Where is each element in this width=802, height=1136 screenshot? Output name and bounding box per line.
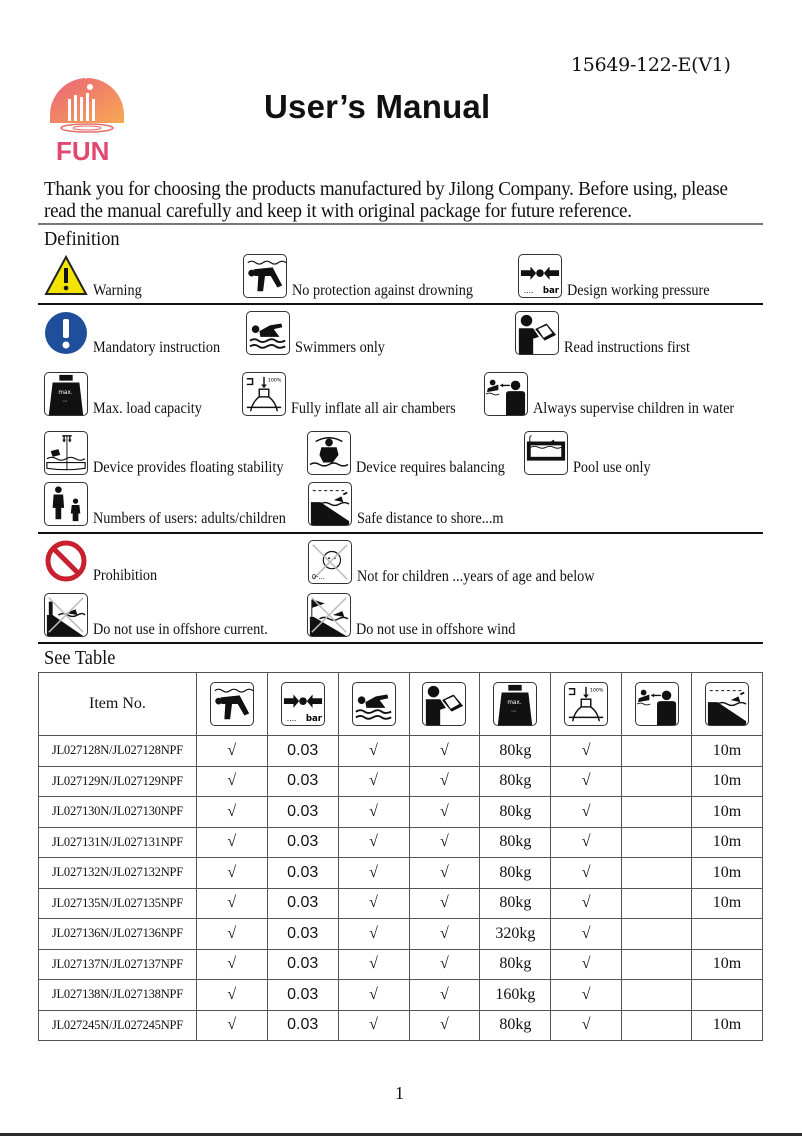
check-cell: √ bbox=[196, 949, 267, 980]
column-header-no-drowning-protection bbox=[196, 673, 267, 736]
shore-distance-cell: 10m bbox=[692, 797, 763, 828]
max-load-cell: 80kg bbox=[480, 1010, 551, 1041]
no-offshore-current-icon bbox=[44, 593, 88, 637]
fully-inflate-icon bbox=[242, 372, 286, 416]
shore-distance-cell: 10m bbox=[692, 888, 763, 919]
max-load-cell: 160kg bbox=[480, 980, 551, 1011]
supervise-cell bbox=[622, 766, 692, 797]
divider bbox=[38, 642, 763, 644]
swimmer-icon bbox=[246, 311, 290, 355]
pressure-cell: 0.03 bbox=[267, 797, 338, 828]
shore-distance-cell: 10m bbox=[692, 858, 763, 889]
check-cell: √ bbox=[409, 827, 480, 858]
table-row bbox=[39, 797, 763, 828]
supervise-cell bbox=[622, 736, 692, 767]
definition-floating-stability: Device provides floating stability bbox=[44, 431, 300, 475]
svg-text:bar: bar bbox=[542, 286, 560, 297]
definition-balancing: Device requires balancing bbox=[307, 431, 518, 475]
svg-text:....: .... bbox=[523, 286, 534, 296]
check-cell: √ bbox=[338, 949, 409, 980]
item-number-cell: JL027128N/JL027128NPF bbox=[39, 736, 197, 767]
svg-text:bar: bar bbox=[305, 714, 322, 725]
shore-distance-cell: 10m bbox=[692, 736, 763, 767]
table-row bbox=[39, 949, 763, 980]
svg-text:....: .... bbox=[286, 714, 297, 724]
check-cell: √ bbox=[551, 766, 622, 797]
column-header-read-instructions bbox=[409, 673, 480, 736]
see-table-heading: See Table bbox=[44, 647, 116, 669]
no-children-age-icon bbox=[308, 540, 352, 584]
definition-mandatory: Mandatory instruction bbox=[44, 311, 231, 355]
table-row bbox=[39, 736, 763, 767]
check-cell: √ bbox=[551, 949, 622, 980]
check-cell: √ bbox=[196, 797, 267, 828]
svg-text:max.: max. bbox=[58, 390, 73, 396]
check-cell: √ bbox=[551, 980, 622, 1011]
check-cell: √ bbox=[338, 797, 409, 828]
pressure-cell: 0.03 bbox=[267, 980, 338, 1011]
check-cell: √ bbox=[338, 980, 409, 1011]
check-cell: √ bbox=[338, 736, 409, 767]
divider bbox=[38, 303, 763, 305]
intro-line-2: read the manual carefully and keep it with original package for future reference. bbox=[44, 200, 632, 222]
divider bbox=[38, 223, 763, 225]
table-row bbox=[39, 858, 763, 889]
shore-distance-cell: 10m bbox=[692, 949, 763, 980]
no-offshore-wind-icon bbox=[307, 593, 351, 637]
supervise-cell bbox=[622, 797, 692, 828]
supervise-cell bbox=[622, 1010, 692, 1041]
column-header-fully-inflate bbox=[551, 673, 622, 736]
check-cell: √ bbox=[409, 858, 480, 889]
item-number-cell: JL027136N/JL027136NPF bbox=[39, 919, 197, 950]
max-load-cell: 320kg bbox=[480, 919, 551, 950]
check-cell: √ bbox=[338, 827, 409, 858]
shore-distance-cell: 10m bbox=[692, 1010, 763, 1041]
definition-no-offshore-wind: Do not use in offshore wind bbox=[307, 593, 529, 637]
no-drowning-protection-icon bbox=[210, 682, 254, 726]
supervise-cell bbox=[622, 827, 692, 858]
max-load-cell: 80kg bbox=[480, 797, 551, 828]
check-cell: √ bbox=[196, 736, 267, 767]
column-header-item-no: Item No. bbox=[39, 673, 197, 736]
max-load-cell: 80kg bbox=[480, 736, 551, 767]
column-header-swimmers-only bbox=[338, 673, 409, 736]
item-number-cell: JL027129N/JL027129NPF bbox=[39, 766, 197, 797]
pressure-cell: 0.03 bbox=[267, 858, 338, 889]
check-cell: √ bbox=[551, 797, 622, 828]
definition-swimmers-only: Swimmers only bbox=[246, 311, 393, 355]
table-row bbox=[39, 827, 763, 858]
table-row bbox=[39, 1010, 763, 1041]
specification-table bbox=[38, 672, 763, 1041]
fun-logo bbox=[42, 65, 132, 165]
definition-shore-distance: Safe distance to shore...m bbox=[308, 482, 516, 526]
svg-text:...: ... bbox=[511, 707, 517, 714]
check-cell: √ bbox=[196, 858, 267, 889]
read-instructions-icon bbox=[515, 311, 559, 355]
check-cell: √ bbox=[338, 919, 409, 950]
max-load-cell: 80kg bbox=[480, 949, 551, 980]
page-number: 1 bbox=[395, 1083, 404, 1103]
column-header-max-load bbox=[480, 673, 551, 736]
supervise-cell bbox=[622, 949, 692, 980]
column-header-supervise-children bbox=[622, 673, 692, 736]
svg-text:...: ... bbox=[62, 397, 68, 404]
check-cell: √ bbox=[551, 919, 622, 950]
shore-distance-cell bbox=[692, 980, 763, 1011]
pressure-cell: 0.03 bbox=[267, 949, 338, 980]
item-number-cell: JL027137N/JL027137NPF bbox=[39, 949, 197, 980]
check-cell: √ bbox=[409, 797, 480, 828]
intro-line-1: Thank you for choosing the products manufactured by Jilong Company. Before using, please bbox=[44, 178, 728, 200]
shore-distance-cell bbox=[692, 919, 763, 950]
shore-distance-icon bbox=[705, 682, 749, 726]
check-cell: √ bbox=[409, 766, 480, 797]
check-cell: √ bbox=[338, 858, 409, 889]
supervise-cell bbox=[622, 888, 692, 919]
check-cell: √ bbox=[409, 919, 480, 950]
check-cell: √ bbox=[551, 736, 622, 767]
definition-fully-inflate: 100% Fully inflate all air chambers bbox=[242, 372, 470, 416]
item-number-cell: JL027138N/JL027138NPF bbox=[39, 980, 197, 1011]
svg-text:max.: max. bbox=[507, 700, 522, 706]
item-number-cell: JL027130N/JL027130NPF bbox=[39, 797, 197, 828]
max-load-cell: 80kg bbox=[480, 766, 551, 797]
definition-read-instructions: Read instructions first bbox=[515, 311, 701, 355]
table-row bbox=[39, 888, 763, 919]
svg-text:100%: 100% bbox=[590, 688, 604, 694]
supervise-cell bbox=[622, 980, 692, 1011]
users-adult-child-icon bbox=[44, 482, 88, 526]
pressure-cell: 0.03 bbox=[267, 919, 338, 950]
intro-paragraph bbox=[44, 178, 728, 222]
check-cell: √ bbox=[409, 949, 480, 980]
pressure-cell: 0.03 bbox=[267, 736, 338, 767]
column-header-pressure bbox=[267, 673, 338, 736]
check-cell: √ bbox=[409, 980, 480, 1011]
definition-heading: Definition bbox=[44, 228, 120, 250]
pressure-cell: 0.03 bbox=[267, 827, 338, 858]
no-drowning-protection-icon bbox=[243, 254, 287, 298]
warning-triangle-icon bbox=[44, 254, 88, 298]
pressure-cell: 0.03 bbox=[267, 1010, 338, 1041]
max-load-cell: 80kg bbox=[480, 858, 551, 889]
definition-not-for-children: 0-... Not for children ...years of age and below bbox=[308, 540, 615, 584]
definition-pool-only: Pool use only bbox=[524, 431, 657, 475]
check-cell: √ bbox=[551, 827, 622, 858]
definition-prohibition: Prohibition bbox=[44, 539, 163, 583]
max-load-cell: 80kg bbox=[480, 827, 551, 858]
check-cell: √ bbox=[196, 766, 267, 797]
check-cell: √ bbox=[338, 888, 409, 919]
page-title: User’s Manual bbox=[264, 88, 491, 125]
svg-text:100%: 100% bbox=[267, 378, 282, 384]
max-load-cell: 80kg bbox=[480, 888, 551, 919]
item-number-cell: JL027245N/JL027245NPF bbox=[39, 1010, 197, 1041]
pressure-cell: 0.03 bbox=[267, 766, 338, 797]
check-cell: √ bbox=[196, 980, 267, 1011]
shore-distance-icon bbox=[308, 482, 352, 526]
table-row bbox=[39, 980, 763, 1011]
supervise-cell bbox=[622, 919, 692, 950]
check-cell: √ bbox=[409, 1010, 480, 1041]
shore-distance-cell: 10m bbox=[692, 766, 763, 797]
supervise-children-icon bbox=[635, 682, 679, 726]
definition-design-pressure: .... bar Design working pressure bbox=[518, 254, 722, 298]
table-header-row bbox=[39, 673, 763, 736]
shore-distance-cell: 10m bbox=[692, 827, 763, 858]
divider bbox=[38, 532, 763, 534]
column-header-shore-distance bbox=[692, 673, 763, 736]
definition-no-offshore-current: Do not use in offshore current. bbox=[44, 593, 283, 637]
supervise-children-icon bbox=[484, 372, 528, 416]
pressure-bar-icon bbox=[518, 254, 562, 298]
check-cell: √ bbox=[196, 919, 267, 950]
item-number-cell: JL027132N/JL027132NPF bbox=[39, 858, 197, 889]
definition-supervise-children: Always supervise children in water bbox=[484, 372, 752, 416]
item-number-cell: JL027131N/JL027131NPF bbox=[39, 827, 197, 858]
item-number-cell: JL027135N/JL027135NPF bbox=[39, 888, 197, 919]
definition-users: Numbers of users: adults/children bbox=[44, 482, 303, 526]
mandatory-instruction-icon bbox=[44, 311, 88, 355]
check-cell: √ bbox=[409, 736, 480, 767]
svg-text:FUN: FUN bbox=[56, 136, 110, 165]
pressure-cell: 0.03 bbox=[267, 888, 338, 919]
swimmer-icon bbox=[352, 682, 396, 726]
definition-no-drowning-protection: No protection against drowning bbox=[243, 254, 489, 298]
prohibition-icon bbox=[44, 539, 88, 583]
pool-icon bbox=[524, 431, 568, 475]
check-cell: √ bbox=[551, 888, 622, 919]
check-cell: √ bbox=[551, 858, 622, 889]
table-row bbox=[39, 919, 763, 950]
check-cell: √ bbox=[338, 766, 409, 797]
document-code: 15649-122-E(V1) bbox=[571, 54, 731, 76]
svg-text:0-...: 0-... bbox=[311, 573, 325, 582]
check-cell: √ bbox=[338, 1010, 409, 1041]
supervise-cell bbox=[622, 858, 692, 889]
max-load-weight-icon bbox=[493, 682, 537, 726]
check-cell: √ bbox=[196, 1010, 267, 1041]
check-cell: √ bbox=[196, 827, 267, 858]
definition-max-load: max. ... Max. load capacity bbox=[44, 372, 211, 416]
definition-warning: Warning bbox=[44, 254, 146, 298]
fully-inflate-icon bbox=[564, 682, 608, 726]
table-row bbox=[39, 766, 763, 797]
pressure-bar-icon bbox=[281, 682, 325, 726]
check-cell: √ bbox=[551, 1010, 622, 1041]
max-load-weight-icon bbox=[44, 372, 88, 416]
read-instructions-icon bbox=[422, 682, 466, 726]
check-cell: √ bbox=[409, 888, 480, 919]
balancing-icon bbox=[307, 431, 351, 475]
floating-stability-icon bbox=[44, 431, 88, 475]
check-cell: √ bbox=[196, 888, 267, 919]
